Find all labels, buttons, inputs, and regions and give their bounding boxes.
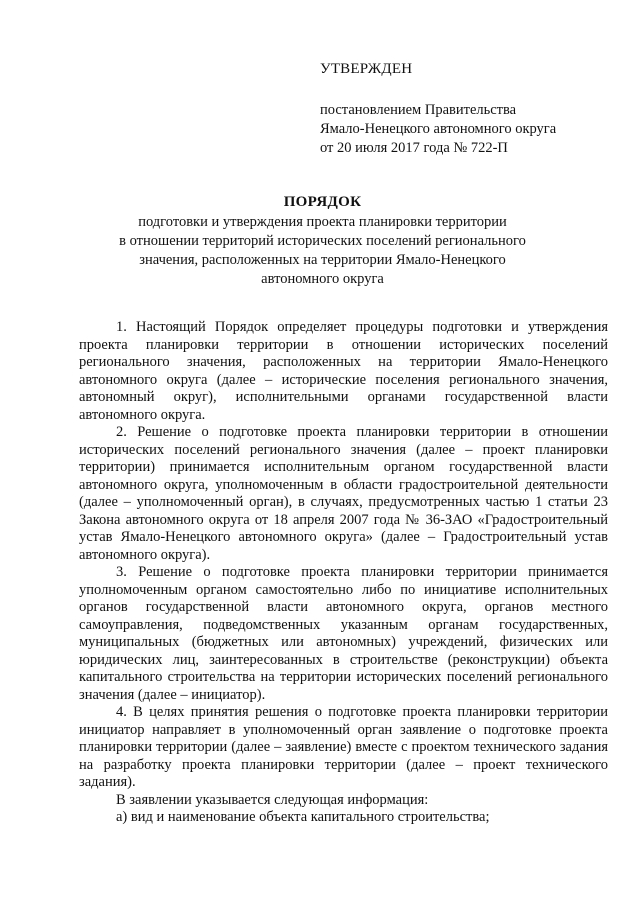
paragraph-1: 1. Настоящий Порядок определяет процедуры подготовки и утверждения проекта планировки территории в отношении исторических поселений регионального значения, расположенных на территории Ямало-Ненецкого автономного округа (далее – исторические поселения регионального значения, автономный округ), исполнительными органами государственной власти автономного округа.	[79, 319, 608, 423]
document-subtitle-line: значения, расположенных на территории Ямало-Ненецкого	[139, 252, 506, 268]
paragraph-item-a: а) вид и наименование объекта капитального строительства;	[116, 809, 490, 825]
approval-block	[320, 60, 620, 158]
document-title-block	[60, 193, 585, 289]
approval-line-date-number: от 20 июля 2017 года № 722-П	[320, 140, 508, 156]
paragraph-2: 2. Решение о подготовке проекта планировки территории в отношении исторических поселений регионального значения (далее – проект планировки территории) принимается исполнительным органом государственной власти автономного округа, уполномоченным в области градостроительной деятельности (далее – уполномоченный орган), в случаях, предусмотренных частью 1 статьи 23 Закона автономного округа от 18 апреля 2007 года № 36-ЗАО «Градостроительный устав Ямало-Ненецкого автономного округа» (далее – Градостроительный устав автономного округа).	[79, 424, 608, 563]
document-subtitle-line: автономного округа	[261, 271, 384, 287]
approval-line-resolution: постановлением Правительства	[320, 102, 517, 118]
document-subtitle-line: в отношении территорий исторических поселений регионального	[119, 233, 526, 249]
document-subtitle-line: подготовки и утверждения проекта планировки территории	[138, 214, 507, 230]
paragraph-4: 4. В целях принятия решения о подготовке проекта планировки территории инициатор направляет в уполномоченный орган заявление о подготовке проекта планировки территории (далее – заявление) вместе с проектом технического задания на разработку проекта планировки территории (далее – проект технического задания).	[79, 704, 608, 790]
approval-line-region: Ямало-Ненецкого автономного округа	[320, 121, 557, 137]
paragraph-application-info: В заявлении указывается следующая информация:	[116, 791, 429, 808]
document-title: ПОРЯДОК	[283, 194, 362, 210]
paragraph-3: 3. Решение о подготовке проекта планировки территории принимается уполномоченным органом самостоятельно либо по инициативе исполнительных органов государственной власти автономного округа, органов местного самоуправления, подведомственных указанным органам государственных, муниципальных (бюджетных или автономных) учреждений, физических или юридических лиц, заинтересованных в строительстве (реконструкции) объекта капитального строительства на территории исторических поселений регионального значения (далее – инициатор).	[79, 564, 608, 703]
document-body	[79, 319, 608, 827]
approved-stamp-word: УТВЕРЖДЕН	[320, 61, 413, 77]
